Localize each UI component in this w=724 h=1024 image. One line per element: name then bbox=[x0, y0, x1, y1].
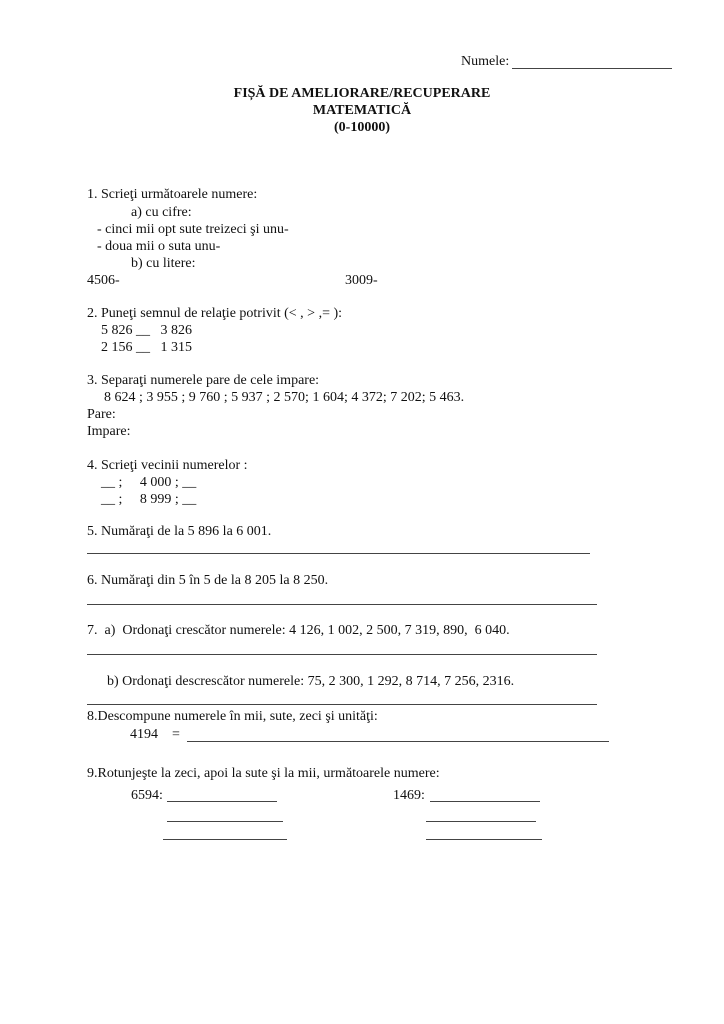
name-label: Numele: bbox=[461, 54, 510, 69]
ex5-answer-line[interactable] bbox=[87, 553, 590, 554]
ex9-right-line-hundreds[interactable] bbox=[426, 821, 536, 822]
ex1-a-item: - cinci mii opt sute treizeci şi unu- bbox=[97, 222, 289, 237]
worksheet-title: FIȘĂ DE AMELIORARE/RECUPERARE bbox=[233, 86, 491, 101]
ex9-left-line-hundreds[interactable] bbox=[167, 821, 283, 822]
ex2-prompt: 2. Puneţi semnul de relaţie potrivit (< , > ,= ): bbox=[87, 306, 343, 321]
ex8-number: 4194 bbox=[130, 727, 158, 742]
ex3-prompt: 3. Separaţi numerele pare de cele impare: bbox=[87, 373, 320, 388]
ex3-even-label: Pare: bbox=[87, 407, 116, 422]
ex1-b-item: 3009- bbox=[345, 273, 378, 288]
ex8-prompt: 8.Descompune numerele în mii, sute, zeci şi unităţi: bbox=[87, 709, 378, 724]
ex9-left-number: 6594: bbox=[131, 788, 163, 803]
ex8-equals: = bbox=[172, 727, 180, 742]
ex9-right-line-thousands[interactable] bbox=[426, 839, 542, 840]
worksheet-subtitle: MATEMATICĂ bbox=[312, 103, 412, 118]
ex7-a-prompt: 7. a) Ordonaţi crescător numerele: 4 126, 1 002, 2 500, 7 319, 890, 6 040. bbox=[87, 623, 510, 638]
ex7-b-answer-line[interactable] bbox=[87, 704, 597, 705]
ex3-odd-label: Impare: bbox=[87, 424, 131, 439]
ex2-row[interactable]: 5 826 __ 3 826 bbox=[101, 323, 192, 338]
ex7-a-answer-line[interactable] bbox=[87, 654, 597, 655]
ex5-prompt: 5. Număraţi de la 5 896 la 6 001. bbox=[87, 524, 272, 539]
ex9-right-number: 1469: bbox=[393, 788, 425, 803]
ex1-a-item: - doua mii o suta unu- bbox=[97, 239, 221, 254]
ex1-b-item: 4506- bbox=[87, 273, 120, 288]
ex9-prompt: 9.Rotunjeşte la zeci, apoi la sute şi la mii, următoarele numere: bbox=[87, 766, 440, 781]
ex9-right-line-tens[interactable] bbox=[430, 801, 540, 802]
ex9-left-line-tens[interactable] bbox=[167, 801, 277, 802]
worksheet-range: (0-10000) bbox=[334, 120, 390, 135]
ex9-left-line-thousands[interactable] bbox=[163, 839, 287, 840]
ex1-a-label: a) cu cifre: bbox=[131, 205, 192, 220]
ex4-prompt: 4. Scrieţi vecinii numerelor : bbox=[87, 458, 248, 473]
ex1-b-label: b) cu litere: bbox=[131, 256, 196, 271]
ex7-b-prompt: b) Ordonaţi descrescător numerele: 75, 2 300, 1 292, 8 714, 7 256, 2316. bbox=[107, 674, 515, 689]
ex6-answer-line[interactable] bbox=[87, 604, 597, 605]
ex4-row[interactable]: __ ; 4 000 ; __ bbox=[101, 475, 197, 490]
ex4-row[interactable]: __ ; 8 999 ; __ bbox=[101, 492, 197, 507]
name-field-line[interactable] bbox=[512, 68, 672, 69]
ex1-prompt: 1. Scrieţi următoarele numere: bbox=[87, 187, 258, 202]
ex2-row[interactable]: 2 156 __ 1 315 bbox=[101, 340, 192, 355]
ex3-numbers: 8 624 ; 3 955 ; 9 760 ; 5 937 ; 2 570; 1 604; 4 372; 7 202; 5 463. bbox=[104, 390, 465, 405]
ex8-answer-line[interactable] bbox=[187, 741, 609, 742]
ex6-prompt: 6. Număraţi din 5 în 5 de la 8 205 la 8 250. bbox=[87, 573, 329, 588]
